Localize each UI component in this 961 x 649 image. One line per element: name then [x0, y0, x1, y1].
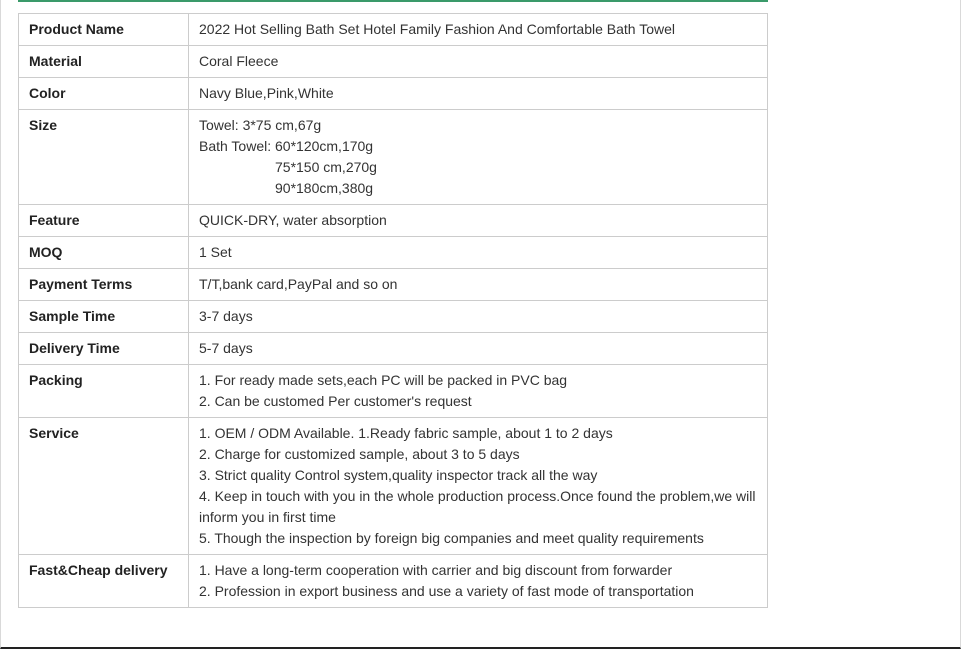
spec-value-line: Coral Fleece	[199, 53, 279, 69]
spec-label-moq: MOQ	[19, 237, 189, 269]
spec-value-line: 2. Charge for customized sample, about 3 to 5 days	[199, 446, 520, 462]
spec-value-line: 1. For ready made sets,each PC will be packed in PVC bag	[199, 372, 568, 388]
spec-value-product-name	[189, 14, 768, 46]
spec-value-line: 75*150 cm,270g	[275, 159, 377, 175]
spec-value-fast-cheap-delivery	[189, 555, 768, 608]
spec-value-line: 90*180cm,380g	[275, 180, 374, 196]
product-spec-table	[18, 13, 768, 608]
spec-label-product-name: Product Name	[19, 14, 189, 46]
spec-label-payment-terms: Payment Terms	[19, 269, 189, 301]
spec-value-service	[189, 418, 768, 555]
table-row	[19, 78, 768, 110]
table-row	[19, 555, 768, 608]
spec-value-delivery-time	[189, 333, 768, 365]
table-row	[19, 333, 768, 365]
spec-value-moq	[189, 237, 768, 269]
accent-divider	[18, 0, 768, 2]
spec-value-line: 5-7 days	[199, 340, 253, 356]
spec-value-line: 2022 Hot Selling Bath Set Hotel Family Fashion And Comfortable Bath Towel	[199, 21, 675, 37]
spec-label-packing: Packing	[19, 365, 189, 418]
spec-value-line: 3-7 days	[199, 308, 253, 324]
spec-value-line: 1. Have a long-term cooperation with carrier and big discount from forwarder	[199, 562, 673, 578]
table-row	[19, 110, 768, 205]
spec-value-color	[189, 78, 768, 110]
spec-value-size	[189, 110, 768, 205]
spec-label-sample-time: Sample Time	[19, 301, 189, 333]
table-row	[19, 418, 768, 555]
table-row	[19, 237, 768, 269]
spec-value-line: 4. Keep in touch with you in the whole production process.Once found the problem,we will inform you in first time	[199, 488, 756, 525]
spec-label-feature: Feature	[19, 205, 189, 237]
table-row	[19, 365, 768, 418]
spec-label-material: Material	[19, 46, 189, 78]
spec-value-material	[189, 46, 768, 78]
spec-value-line: T/T,bank card,PayPal and so on	[199, 276, 398, 292]
spec-value-line: 2. Profession in export business and use a variety of fast mode of transportation	[199, 583, 694, 599]
spec-value-line: 1. OEM / ODM Available. 1.Ready fabric sample, about 1 to 2 days	[199, 425, 613, 441]
spec-value-payment-terms	[189, 269, 768, 301]
spec-value-line: 3. Strict quality Control system,quality inspector track all the way	[199, 467, 598, 483]
table-row	[19, 269, 768, 301]
spec-label-color: Color	[19, 78, 189, 110]
spec-value-feature	[189, 205, 768, 237]
spec-value-packing	[189, 365, 768, 418]
spec-value-line: 1 Set	[199, 244, 232, 260]
spec-label-fast-cheap-delivery: Fast&Cheap delivery	[19, 555, 189, 608]
spec-label-size: Size	[19, 110, 189, 205]
table-row	[19, 205, 768, 237]
spec-value-line: 5. Though the inspection by foreign big companies and meet quality requirements	[199, 530, 704, 546]
table-row	[19, 301, 768, 333]
table-row	[19, 14, 768, 46]
spec-value-line: Navy Blue,Pink,White	[199, 85, 334, 101]
spec-value-line: Towel: 3*75 cm,67g	[199, 117, 322, 133]
spec-value-line: 2. Can be customed Per customer's request	[199, 393, 472, 409]
spec-value-sample-time	[189, 301, 768, 333]
table-row	[19, 46, 768, 78]
spec-value-line: QUICK-DRY, water absorption	[199, 212, 387, 228]
spec-value-line: Bath Towel: 60*120cm,170g	[199, 138, 374, 154]
spec-label-service: Service	[19, 418, 189, 555]
spec-label-delivery-time: Delivery Time	[19, 333, 189, 365]
